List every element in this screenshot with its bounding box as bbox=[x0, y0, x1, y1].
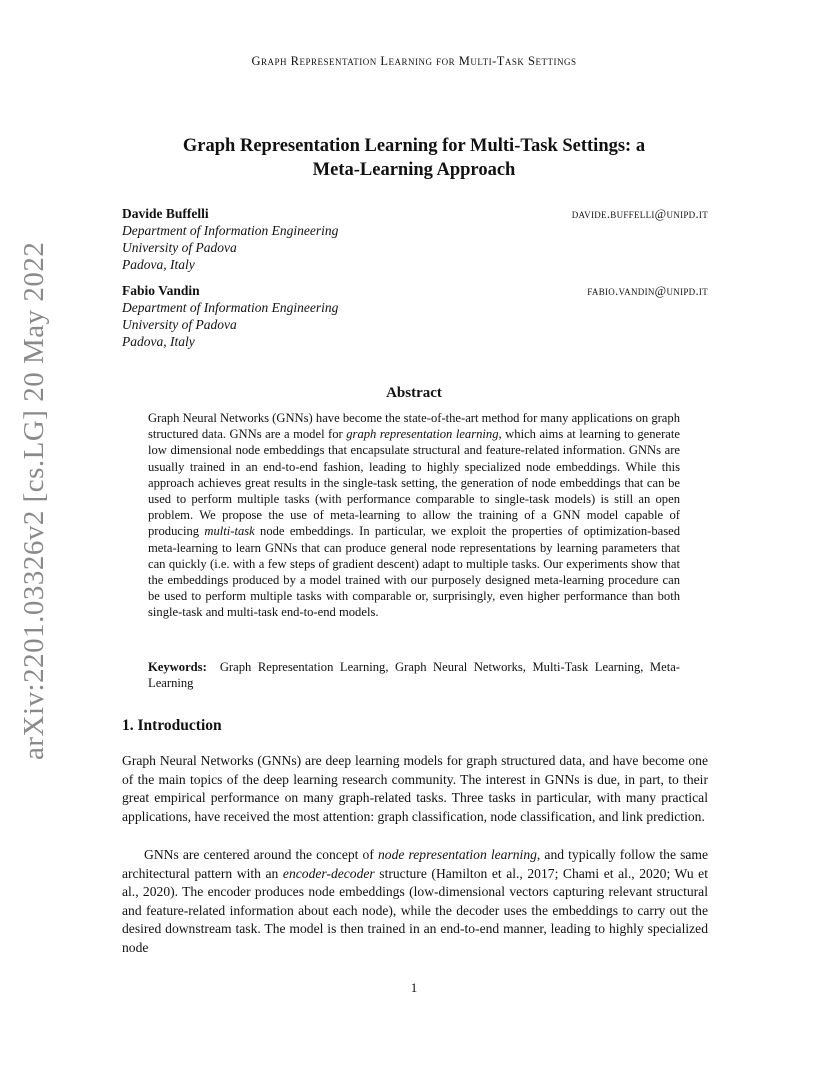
page-number: 1 bbox=[410, 980, 418, 995]
author-block-1 bbox=[122, 205, 708, 273]
abstract-emphasis: graph representation learning bbox=[346, 427, 499, 442]
section-heading: 1. Introduction bbox=[122, 717, 222, 734]
arxiv-identifier[interactable]: arXiv:2201.03326v2 [cs.LG] 20 May 2022 bbox=[18, 241, 50, 760]
paragraph-emphasis: encoder-decoder bbox=[282, 865, 375, 881]
keywords-list: Graph Representation Learning, Graph Neural Networks, Multi-Task Learning, Meta-Learning bbox=[148, 660, 680, 691]
author-department: Department of Information Engineering bbox=[122, 223, 339, 238]
running-head: Graph Representation Learning for Multi-Task Settings bbox=[251, 54, 577, 68]
keywords bbox=[148, 659, 680, 691]
title-line-1: Graph Representation Learning for Multi-Task Settings: a bbox=[182, 136, 646, 156]
author-name: Fabio Vandin bbox=[122, 283, 200, 298]
author-name: Davide Buffelli bbox=[122, 206, 209, 221]
author-department: Department of Information Engineering bbox=[122, 300, 339, 315]
intro-paragraph-1: Graph Neural Networks (GNNs) are deep learning models for graph structured data, and have become one of the main topics of the deep learning research community. The interest in GNNs is due, in part, to their great empirical performance on many graph-related tasks. Three tasks in particular, with many practical applications, have received the most attention: graph classification, node classification, and link prediction. bbox=[122, 753, 708, 824]
title-line-2: Meta-Learning Approach bbox=[312, 160, 516, 180]
author-block-2 bbox=[122, 282, 708, 350]
abstract-text bbox=[148, 410, 680, 621]
abstract-part: , which aims at learning to generate low dimensional node embeddings that encapsulate structural and feature-related information. GNNs are usually trained in an end-to-end fashion, leading to highly specialized node embeddings. While this approach achieves great results in the single-task setting, the generation of node embeddings that can be used to perform multiple tasks (with performance comparable to single-task models) is still an open problem. We propose the use of meta-learning to allow the training of a GNN model capable of producing bbox=[148, 427, 680, 539]
keywords-label: Keywords: bbox=[148, 660, 207, 674]
intro-paragraph-2 bbox=[122, 846, 708, 958]
paragraph-emphasis: node representation learning bbox=[377, 847, 537, 862]
abstract-part: node embeddings. In particular, we exploit the properties of optimization-based meta-learning to learn GNNs that can produce general node representations by learning parameters that can quickly (i.e. with a few steps of gradient descent) adapt to multiple tasks. Our experiments show that the embeddings produced by a model trained with our purposely designed meta-learning procedure can be used to perform multiple tasks with comparable or, surprisingly, even higher performance than both single-task and multi-task end-to-end models. bbox=[148, 524, 681, 620]
paragraph-part: , and typically follow the same architectural pattern with an bbox=[122, 847, 708, 881]
paragraph-part: structure (Hamilton et al., 2017; Chami et al., 2020; Wu et al., 2020). The encoder produces node embeddings (low-dimensional vectors capturing relevant structural and feature-related information about each node), while the decoder uses the embeddings to carry out the desired downstream task. The model is then trained in an end-to-end manner, leading to highly specialized node bbox=[122, 865, 708, 955]
author-email[interactable]: fabio.vandin@unipd.it bbox=[587, 284, 708, 298]
author-university: University of Padova bbox=[122, 240, 237, 255]
author-university: University of Padova bbox=[122, 317, 237, 332]
abstract-emphasis: multi-task bbox=[204, 524, 255, 539]
author-email[interactable]: davide.buffelli@unipd.it bbox=[571, 207, 708, 221]
abstract-part: Graph Neural Networks (GNNs) have become the state-of-the-art method for many applications on graph structured data. GNNs are a model for bbox=[148, 411, 680, 442]
abstract-heading: Abstract bbox=[386, 385, 442, 401]
author-location: Padova, Italy bbox=[122, 257, 195, 272]
paragraph-part: GNNs are centered around the concept of bbox=[144, 847, 378, 862]
paper-title bbox=[100, 134, 728, 182]
author-location: Padova, Italy bbox=[122, 334, 195, 349]
